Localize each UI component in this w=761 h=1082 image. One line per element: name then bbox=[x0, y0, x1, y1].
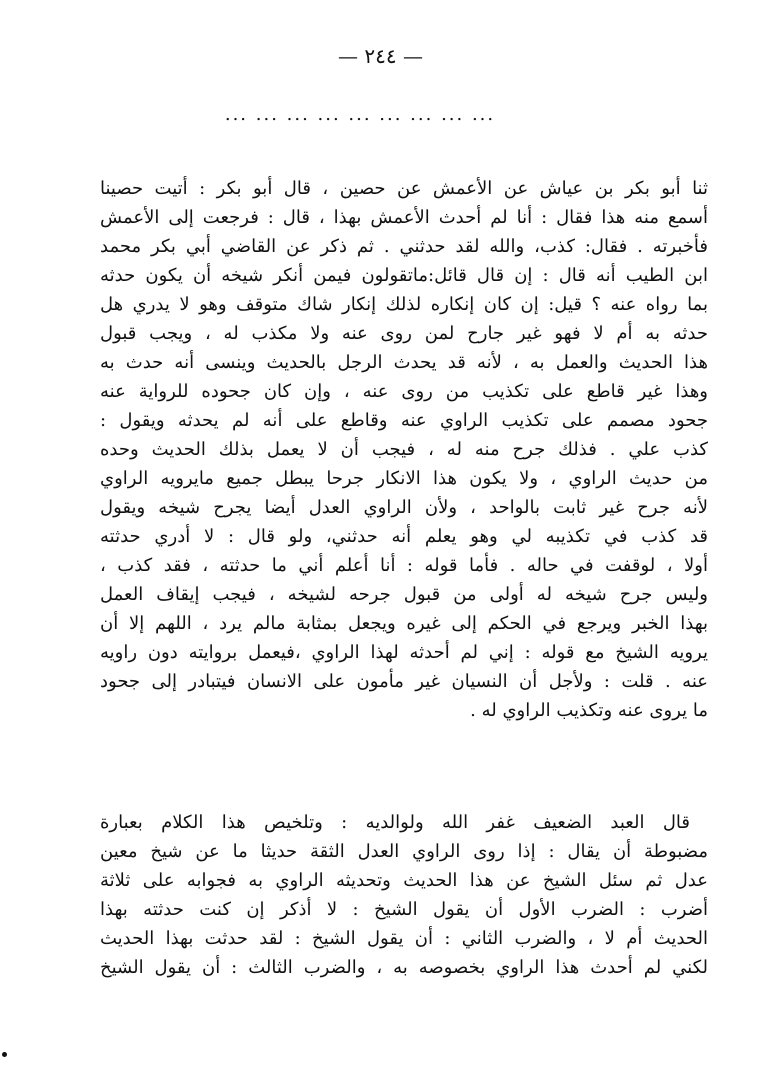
text-line: بما رواه عنه ؟ قيل: إن كان إنكاره لذلك إنكار شاك متوقف وهو لا يدري هل bbox=[100, 294, 708, 315]
text-line: هذا الحديث والعمل به ، لأنه قد يحدث الرجل بالحديث وينسى أنه حدث به bbox=[100, 352, 708, 373]
text-line: عنه . قلت : ولأجل أن النسيان غير مأمون على الانسان فيتبادر إلى جحود bbox=[100, 671, 708, 692]
text-line: من حديث الراوي ، ولا يكون هذا الانكار جرحا يبطل جميع مايرويه الراوي bbox=[100, 468, 708, 489]
page-number: — ٢٤٤ — bbox=[338, 44, 423, 68]
paragraph-2 bbox=[100, 808, 708, 982]
text-line: ما يروى عنه وتكذيب الراوي له . bbox=[470, 700, 708, 721]
text-line: وهذا غير قاطع على تكذيب من روى عنه ، وإن كان جحوده للرواية عنه bbox=[100, 381, 708, 402]
text-line: فأخبرته . فقال: كذب، والله لقد حدثني . ثم ذكر عن القاضي أبي بكر محمد bbox=[100, 236, 708, 257]
text-line: كذب علي . فذلك جرح منه له ، فيجب أن لا يعمل بذلك الحديث وحده bbox=[100, 439, 708, 460]
text-line: جحود مصمم على تكذيب الراوي عنه وقاطع على أنه لم يحدثه ويقول : bbox=[100, 410, 708, 431]
text-line: عدل ثم سئل الشيخ عن هذا الحديث وتحديثه الراوي به فجوابه على ثلاثة bbox=[100, 870, 708, 891]
text-line: لأنه جرح غير ثابت بالواحد ، ولأن الراوي العدل أيضا يجرح شيخه ويقول bbox=[100, 497, 708, 518]
text-line: أسمع منه هذا فقال : أنا لم أحدث الأعمش بهذا ، قال : فرجعت إلى الأعمش bbox=[100, 207, 708, 228]
text-line: لكني لم أحدث هذا الراوي بخصوصه به ، والضرب الثالث : أن يقول الشيخ bbox=[100, 957, 708, 978]
paragraph-1 bbox=[100, 174, 708, 725]
text-line: يرويه الشيخ مع قوله : إني لم أحدثه لهذا الراوي ،فيعمل بروايته دون راويه bbox=[100, 642, 708, 663]
text-line: أضرب : الضرب الأول أن يقول الشيخ : لا أذكر إن كنت حدثته بهذا bbox=[100, 899, 708, 920]
text-line: أولا ، لوقفت في حاله . فأما قوله : أنا أعلم أني ما حدثته ، فقد كذب ، bbox=[100, 555, 708, 576]
text-line: بهذا الخبر ويرجع في الحكم إلى غيره ويجعل بمثابة مالم يرد ، اللهم إلا أن bbox=[100, 613, 708, 634]
text-line: وليس جرح شيخه له أولى من قبول جرحه لشيخه ، فيجب إيقاف العمل bbox=[100, 584, 708, 605]
text-line: ابن الطيب أنه قال : إن قال قائل:ماتقولون فيمن أنكر شيخه أن يكون حدثه bbox=[100, 265, 708, 286]
text-line: ثنا أبو بكر بن عياش عن الأعمش عن حصين ، قال أبو بكر : أتيت حصينا bbox=[100, 178, 708, 199]
text-line: قال العبد الضعيف غفر الله ولوالديه : وتلخيص هذا الكلام بعبارة bbox=[100, 812, 690, 833]
scan-speck bbox=[2, 1052, 7, 1057]
text-line: الحديث أم لا ، والضرب الثاني : أن يقول الشيخ : لقد حدثت بهذا الحديث bbox=[100, 928, 708, 949]
text-line: حدثه به أم لا فهو غير جارح لمن روى عنه ولا مكذب له ، ويجب قبول bbox=[100, 323, 708, 344]
text-line: قد كذب في تكذيبه لي وهو يعلم أنه حدثني، ولو قال : لا أدري حدثته bbox=[100, 526, 708, 547]
text-line: مضبوطة أن يقال : إذا روى الراوي العدل الثقة حديثا ما عن شيخ معين bbox=[100, 841, 708, 862]
section-separator: ... ... ... ... ... ... ... ... ... bbox=[224, 104, 496, 125]
